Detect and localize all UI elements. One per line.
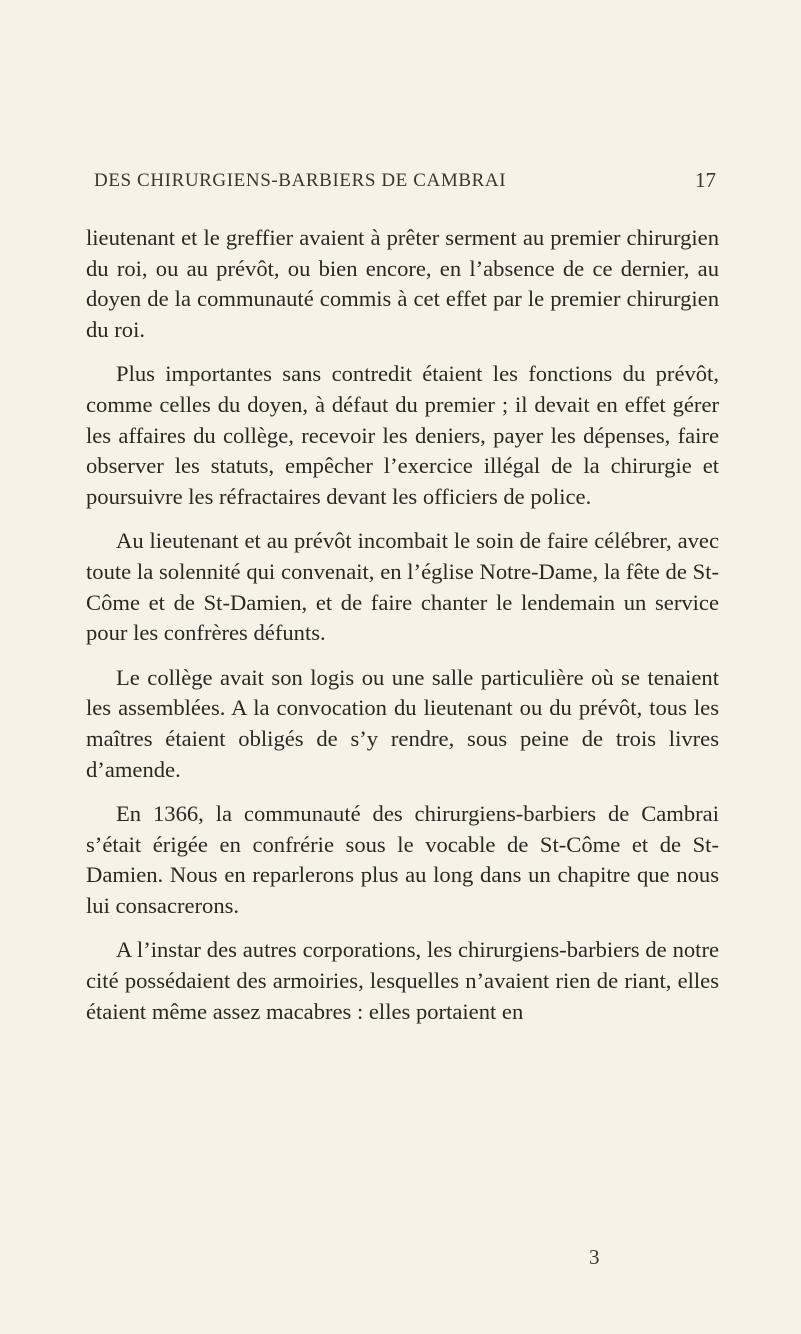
paragraph-college-assemblies: Le collège avait son logis ou une salle particulière où se tenaient les assemblées. A la convocation du lieutenant ou du prévôt, tous les maîtres étaient obligés de s’y rendre, sous peine de trois livres d’amende. (86, 664, 719, 782)
paragraph-armorial: A l’instar des autres corporations, les chirurgiens-barbiers de notre cité possédaient des armoiries, lesquelles n’avaient rien de riant, elles étaient même assez macabres : elles portaient en (86, 937, 719, 1024)
paragraph-provost-duties: Plus importantes sans contredit étaient les fonctions du prévôt, comme celles du doyen, à défaut du premier ; il devait en effet gérer les affaires du collège, recevoir les deniers, payer les dépenses, faire observer les statuts, empêcher l’exercice illégal de la chirurgie et poursuivre les réfractaires devant les officiers de police. (86, 361, 719, 509)
page-number: 17 (695, 168, 716, 192)
running-head (88, 170, 720, 198)
paragraph-feast-celebration: Au lieutenant et au prévôt incombait le soin de faire célébrer, avec toute la solennité qui convenait, en l’église Notre-Dame, la fête de St-Côme et de St-Damien, et de faire chanter le lendemain un service pour les confrères défunts. (86, 528, 719, 646)
paragraph-continuation: lieutenant et le greffier avaient à prêter serment au premier chirurgien du roi, ou au prévôt, ou bien encore, en l’absence de ce dernier, au doyen de la communauté commis à cet effet par le premier chirurgien du roi. (86, 225, 719, 342)
paragraph-confraternity: En 1366, la communauté des chirurgiens-barbiers de Cambrai s’était érigée en confrérie sous le vocable de St-Côme et de St-Damien. Nous en reparlerons plus au long dans un chapitre que nous lui consacrerons. (86, 801, 719, 918)
body-text (86, 223, 719, 1041)
running-title: DES CHIRURGIENS-BARBIERS DE CAMBRAI (94, 170, 507, 191)
signature-mark: 3 (589, 1245, 600, 1269)
